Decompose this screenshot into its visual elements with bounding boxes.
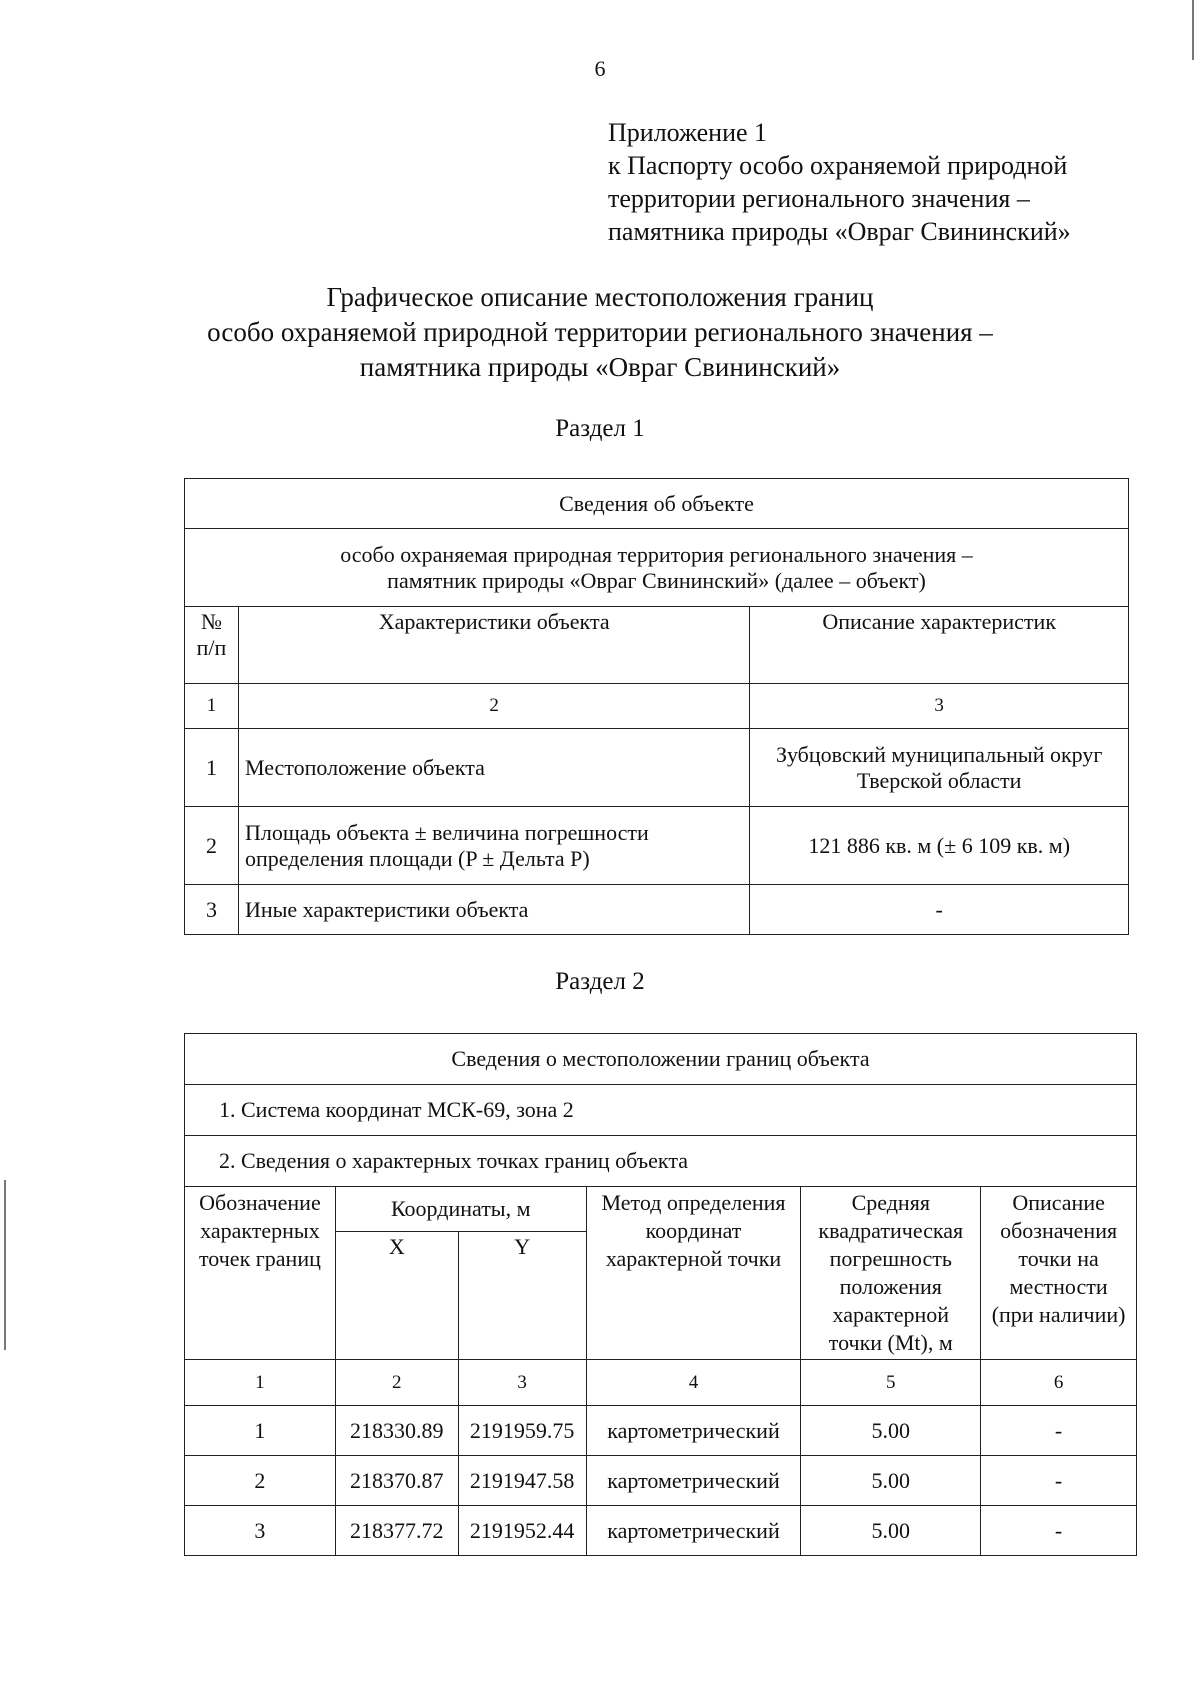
column-index: 5	[801, 1360, 981, 1406]
table-caption: Сведения о местоположении границ объекта	[185, 1034, 1137, 1085]
scan-edge-mark	[1192, 0, 1194, 60]
appendix-line: Приложение 1	[608, 118, 768, 147]
row-number: 3	[185, 885, 239, 935]
point-x: 218370.87	[335, 1456, 458, 1506]
appendix-block	[608, 116, 1071, 248]
points-info-caption: 2. Сведения о характерных точках границ объекта	[185, 1136, 1137, 1187]
column-header-description: Описание характеристик	[750, 607, 1129, 684]
row-description: -	[750, 885, 1129, 935]
column-header-point-description: Описание обозначения точки на местности (при наличии)	[981, 1187, 1137, 1360]
document-title	[0, 280, 1200, 385]
column-header-number: № п/п	[185, 607, 239, 684]
page-number: 6	[594, 56, 606, 81]
row-description: Зубцовский муниципальный округ Тверской области	[750, 729, 1129, 807]
scan-edge-mark	[4, 1180, 6, 1350]
point-description: -	[981, 1456, 1137, 1506]
column-header-method: Метод определения координат характерной точки	[586, 1187, 801, 1360]
row-characteristic: Иные характеристики объекта	[238, 885, 749, 935]
section2-table	[184, 1033, 1137, 1556]
title-line: памятника природы «Овраг Свининский»	[359, 352, 841, 382]
title-line: Графическое описание местоположения границ	[326, 282, 874, 312]
column-index: 6	[981, 1360, 1137, 1406]
appendix-line: территории регионального значения –	[608, 184, 1030, 213]
point-error: 5.00	[801, 1506, 981, 1556]
point-id: 1	[185, 1406, 336, 1456]
point-y: 2191947.58	[458, 1456, 586, 1506]
column-header-y: Y	[458, 1232, 586, 1360]
point-x: 218330.89	[335, 1406, 458, 1456]
column-index: 2	[335, 1360, 458, 1406]
point-description: -	[981, 1506, 1137, 1556]
point-method: картометрический	[586, 1506, 801, 1556]
point-error: 5.00	[801, 1406, 981, 1456]
column-header-error: Средняя квадратическая погрешность положения характерной точки (Mt), м	[801, 1187, 981, 1360]
subcaption-line: особо охраняемая природная территория регионального значения –	[340, 541, 973, 567]
column-index: 1	[185, 1360, 336, 1406]
column-index: 3	[750, 684, 1129, 729]
point-x: 218377.72	[335, 1506, 458, 1556]
coordinate-system: 1. Система координат МСК-69, зона 2	[185, 1085, 1137, 1136]
column-header-coordinates: Координаты, м	[335, 1187, 586, 1232]
column-index: 1	[185, 684, 239, 729]
column-header-characteristics: Характеристики объекта	[238, 607, 749, 684]
section1-heading: Раздел 1	[555, 415, 645, 442]
column-header-x: X	[335, 1232, 458, 1360]
row-characteristic: Местоположение объекта	[238, 729, 749, 807]
point-y: 2191952.44	[458, 1506, 586, 1556]
column-index: 4	[586, 1360, 801, 1406]
row-characteristic: Площадь объекта ± величина погрешности определения площади (P ± Дельта P)	[238, 807, 749, 885]
row-number: 2	[185, 807, 239, 885]
point-error: 5.00	[801, 1456, 981, 1506]
table-caption: Сведения об объекте	[185, 479, 1129, 529]
section2-heading: Раздел 2	[555, 968, 645, 995]
table-subcaption	[185, 529, 1129, 607]
section1-table	[184, 478, 1129, 935]
appendix-line: памятника природы «Овраг Свининский»	[608, 217, 1071, 246]
subcaption-line: памятник природы «Овраг Свининский» (далее – объект)	[387, 567, 926, 593]
row-description: 121 886 кв. м (± 6 109 кв. м)	[750, 807, 1129, 885]
point-method: картометрический	[586, 1406, 801, 1456]
point-id: 3	[185, 1506, 336, 1556]
column-index: 3	[458, 1360, 586, 1406]
column-index: 2	[238, 684, 749, 729]
title-line: особо охраняемой природной территории регионального значения –	[207, 317, 993, 347]
point-description: -	[981, 1406, 1137, 1456]
point-y: 2191959.75	[458, 1406, 586, 1456]
point-id: 2	[185, 1456, 336, 1506]
point-method: картометрический	[586, 1456, 801, 1506]
appendix-line: к Паспорту особо охраняемой природной	[608, 151, 1068, 180]
row-number: 1	[185, 729, 239, 807]
column-header-point: Обозначение характерных точек границ	[185, 1187, 336, 1360]
